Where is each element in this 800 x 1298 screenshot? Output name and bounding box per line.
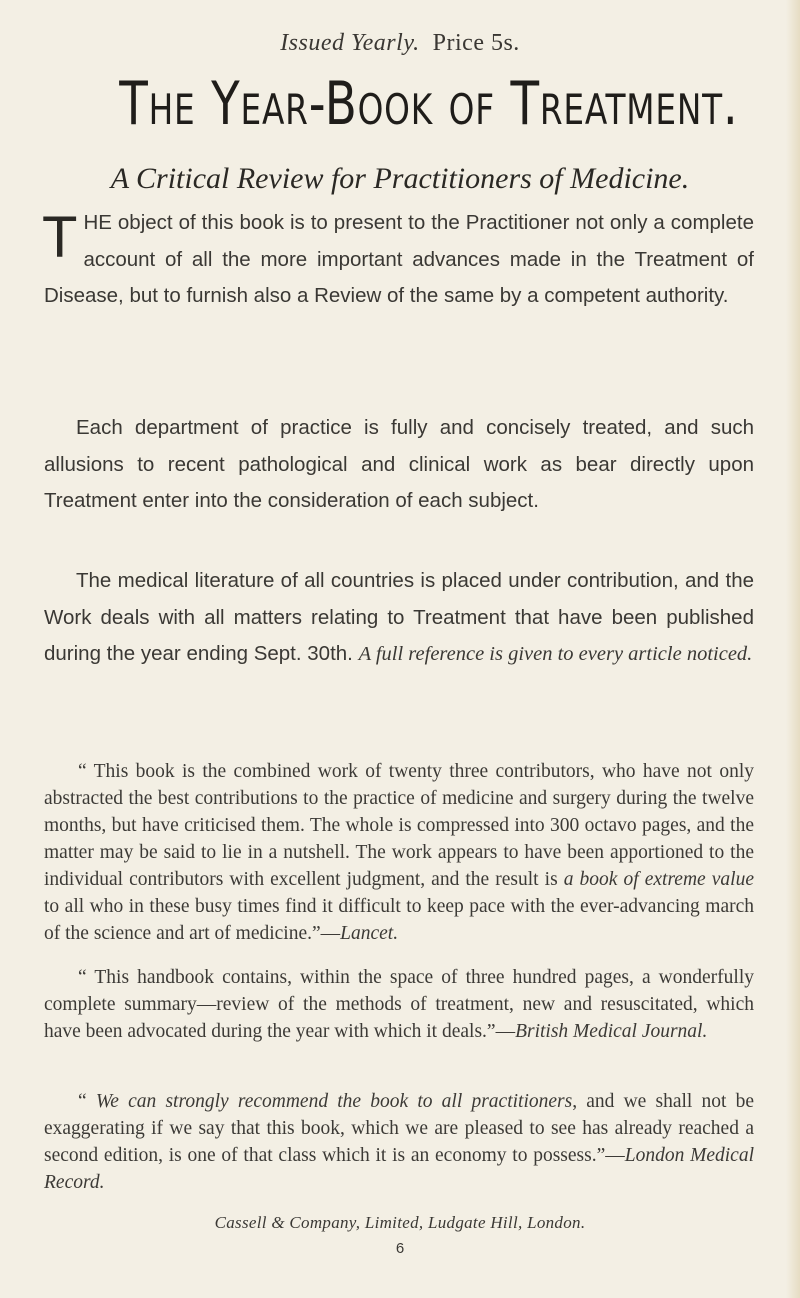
intro-paragraph-1-text: HE object of this book is to present to the Practitioner not only a complete account of all the more important advances made in the Treatment of Disease, but to furnish also a Review of the same by a competent authority. [44, 211, 754, 307]
review-quote-bmj [44, 964, 754, 1045]
quote-emphasis: We can strongly recommend the book to all practitioners [95, 1091, 573, 1112]
review-quote-london-record [44, 1088, 754, 1196]
price-label: Price 5s. [432, 30, 520, 56]
publisher-imprint: Cassell & Company, Limited, Ludgate Hill, London. [214, 1213, 586, 1232]
book-subtitle: A Critical Review for Practitioners of Medicine. [110, 162, 690, 195]
quote-source: Lancet. [340, 923, 399, 944]
quote-text: “ This handbook contains, within the space of three hundred pages, a wonderfully complete summary—review of the methods of treatment, new and resuscitated, which have been advocated during the year with which it deals.”— [44, 967, 754, 1042]
quote-text: “ This book is the combined work of twenty three contributors, who have not only abstracted the best contributions to the practice of medicine and surgery during the twelve months, but have criticised them. The whole is compressed into 300 octavo pages, and the matter may be said to lie in a nutshell. The work appears to have been apportioned to the individual contributors with excellent judgment, and the result is [44, 761, 754, 890]
intro-paragraph-3-text: The medical literature of all countries is placed under contribution, and the Work deals with all matters relating to Treatment that have been published during the year ending Sept. 30th. [44, 569, 754, 665]
quote-source: British Medical Journal. [515, 1021, 708, 1042]
issued-frequency: Issued Yearly. [280, 30, 420, 56]
review-quote-lancet [44, 758, 754, 947]
quote-text-end: to all who in these busy times find it difficult to keep pace with the ever-advancing march of the science and art of medicine.”— [44, 896, 754, 944]
intro-paragraph-2: Each department of practice is fully and concisely treated, and such allusions to recent pathological and clinical work as bear directly upon Treatment enter into the consideration of each subject. [44, 416, 754, 512]
quote-emphasis: a book of extreme value [563, 869, 754, 890]
drop-cap: T [42, 205, 78, 270]
issue-line [0, 30, 800, 57]
quote-open: “ [78, 1091, 96, 1112]
book-title: The Year-Book of Treatment. [119, 69, 739, 139]
intro-paragraph-1 [44, 205, 754, 315]
quote-text-end: , and we shall not be exaggerating if we say that this book, which we are pleased to see has already reached a second edition, is one of that class which it is an economy to possess.”— [44, 1091, 755, 1166]
page-number: 6 [395, 1240, 405, 1257]
intro-paragraph-3 [44, 563, 754, 673]
quote-source: London Medical Record. [44, 1145, 754, 1193]
reference-note: A full reference is given to every article noticed. [358, 643, 753, 665]
